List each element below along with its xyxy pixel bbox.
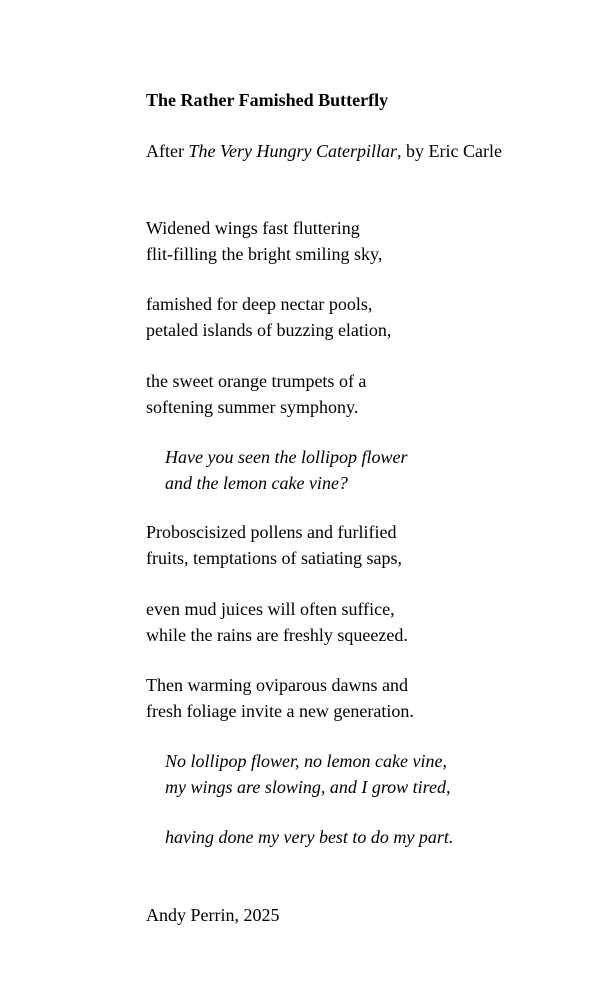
poem-line: having done my very best to do my part. [165, 827, 454, 847]
poem-line: Have you seen the lollipop flower [165, 447, 408, 467]
stanza-7 [146, 673, 414, 724]
stanza-9-final [165, 825, 453, 851]
poem-line: and the lemon cake vine? [165, 472, 348, 493]
stanza-1 [146, 216, 382, 267]
subtitle-work-title: The Very Hungry Caterpillar [188, 141, 397, 161]
poem-title: The Rather Famished Butterfly [146, 90, 389, 110]
poem-subtitle [146, 139, 502, 165]
poem-line: Widened wings fast fluttering [146, 218, 360, 238]
poem-line: even mud juices will often suffice, [146, 599, 395, 619]
poem-line: flit-filling the bright smiling sky, [146, 243, 383, 264]
poem-line: famished for deep nectar pools, [146, 294, 373, 314]
poem-line: the sweet orange trumpets of a [146, 371, 367, 391]
poem-page [146, 88, 586, 925]
stanza-5 [146, 520, 402, 571]
poem-line: No lollipop flower, no lemon cake vine, [165, 751, 447, 771]
poem-line: softening summer symphony. [146, 396, 359, 417]
stanza-3 [146, 369, 366, 420]
poem-line: petaled islands of buzzing elation, [146, 319, 392, 340]
poem-line: Proboscisized pollens and furlified [146, 522, 397, 542]
stanza-8-refrain [165, 749, 451, 800]
poem-line: Then warming oviparous dawns and [146, 675, 408, 695]
subtitle-prefix: After [146, 141, 189, 161]
subtitle-suffix: , by Eric Carle [396, 141, 502, 161]
poem-line: fresh foliage invite a new generation. [146, 700, 414, 721]
stanza-6 [146, 597, 408, 648]
author-signature: Andy Perrin, 2025 [146, 905, 280, 925]
poem-line: my wings are slowing, and I grow tired, [165, 776, 451, 797]
stanza-4-refrain [165, 445, 407, 496]
poem-line: while the rains are freshly squeezed. [146, 624, 408, 645]
poem-line: fruits, temptations of satiating saps, [146, 547, 402, 568]
stanza-2 [146, 292, 391, 343]
